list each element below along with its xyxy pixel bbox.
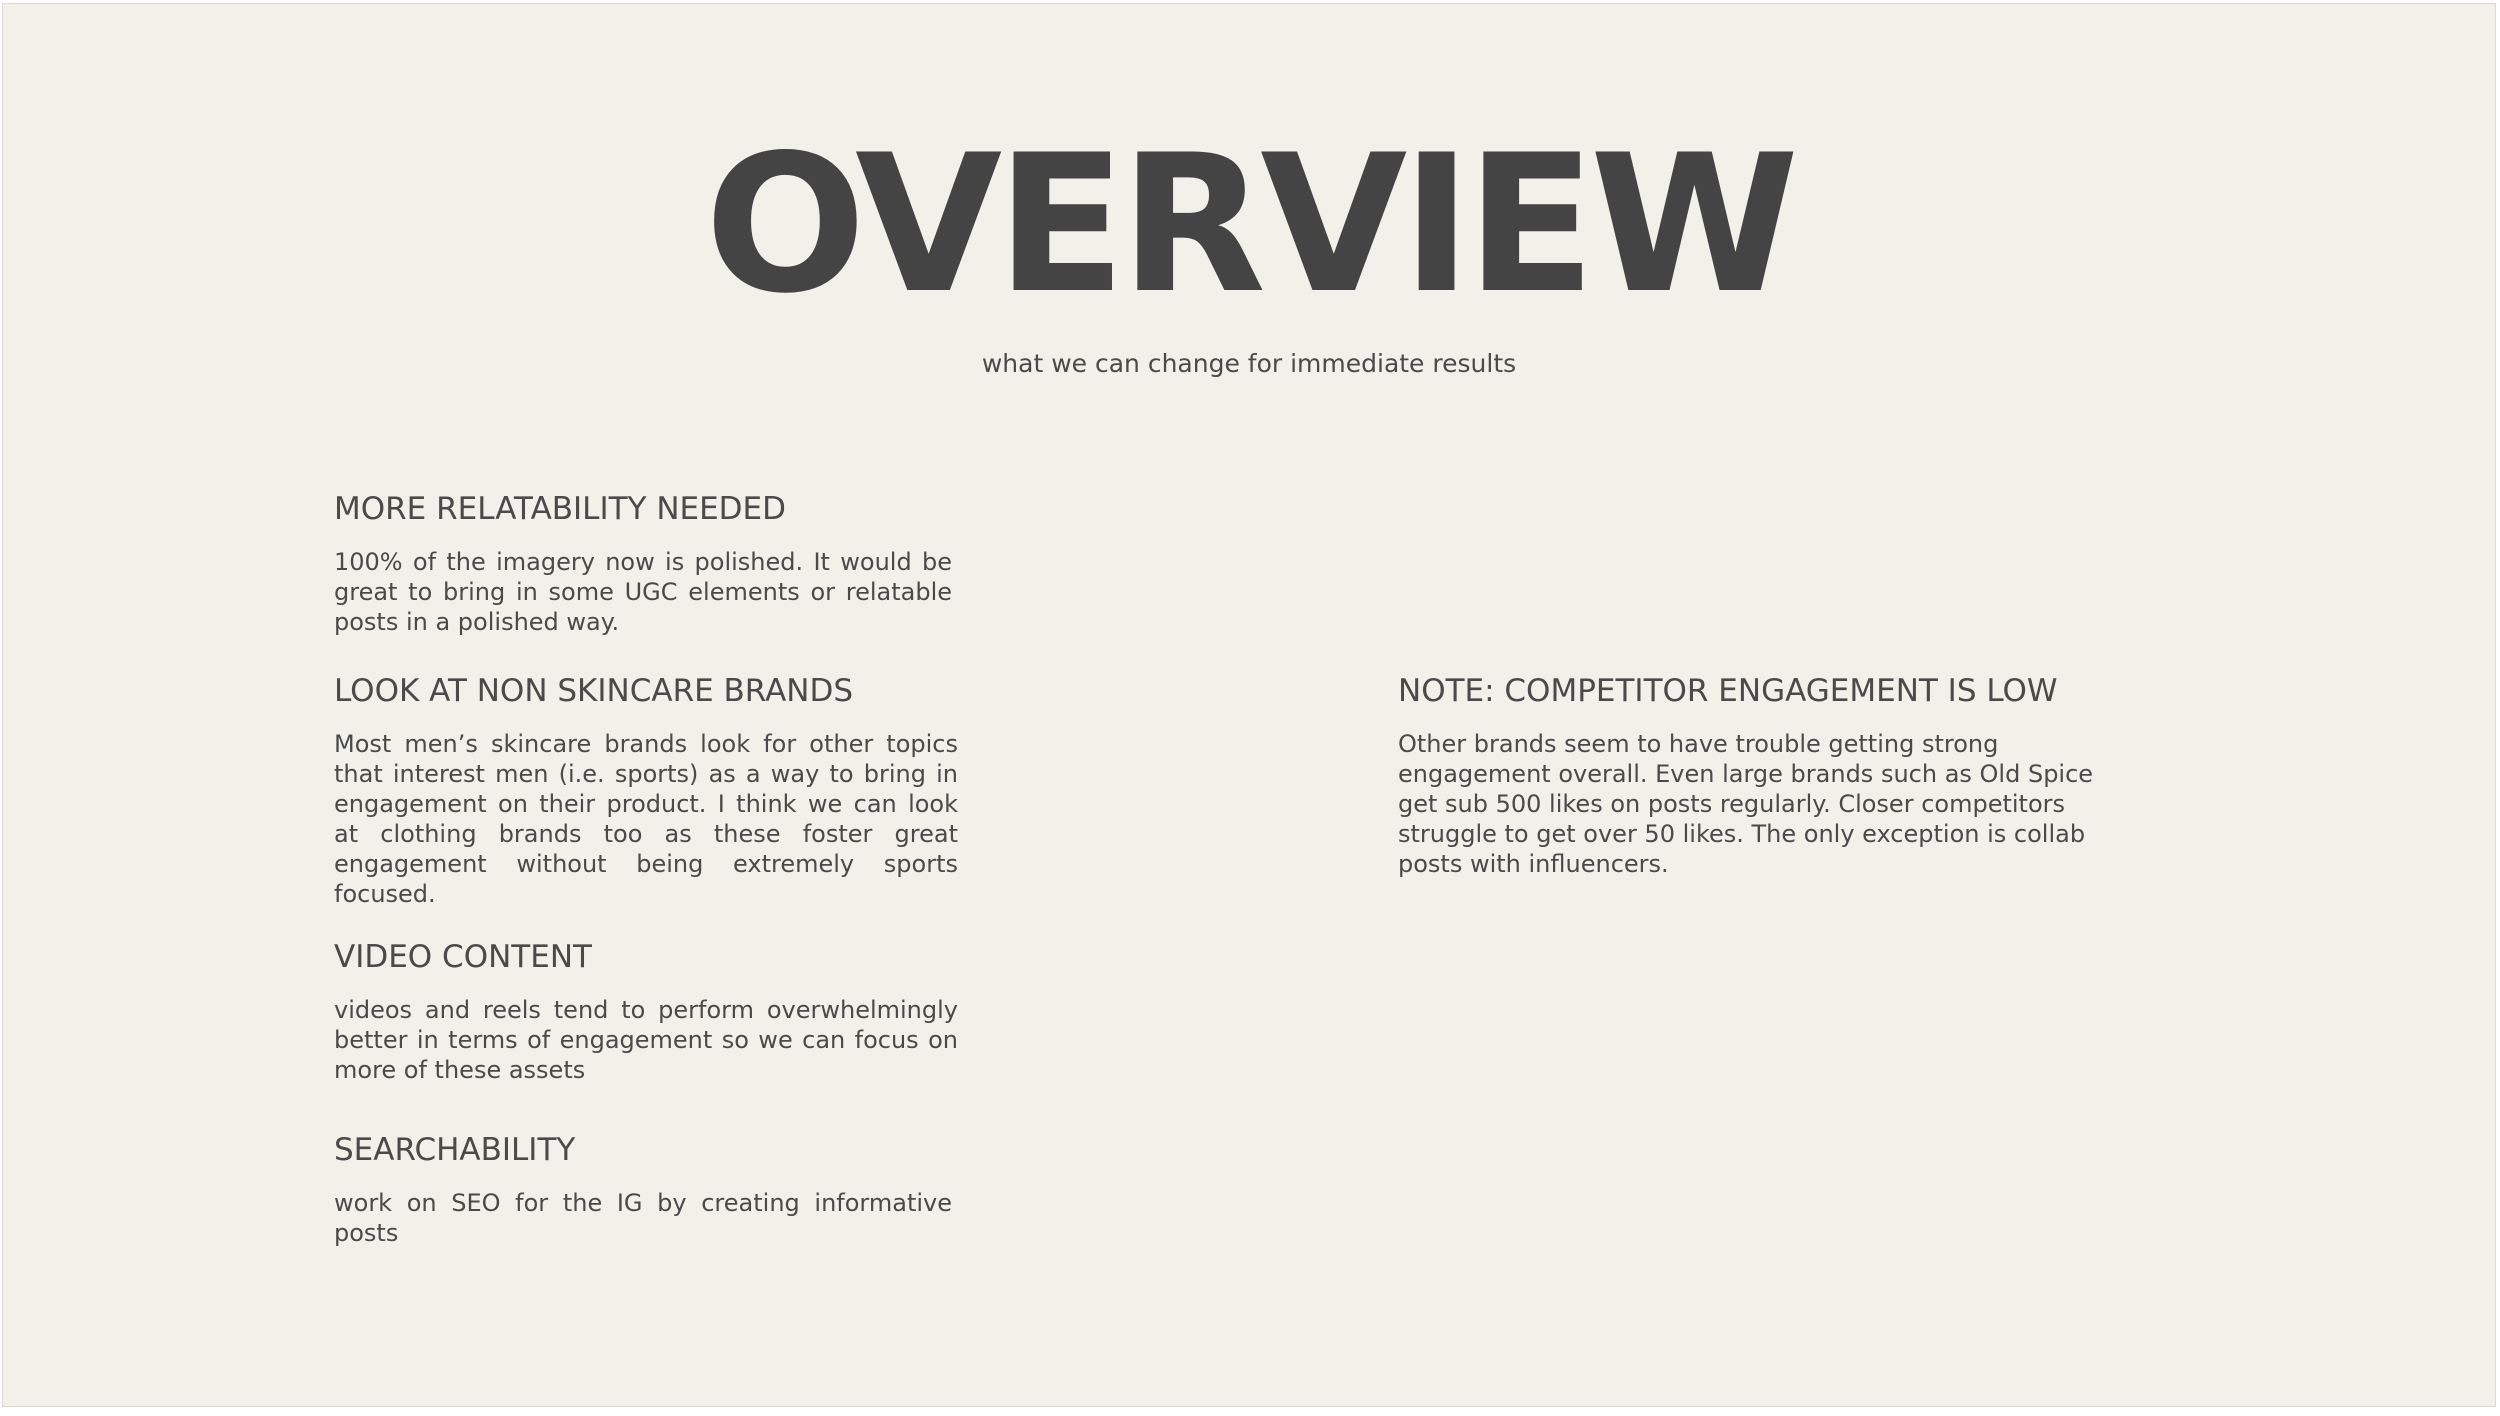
section-body: work on SEO for the IG by creating informative posts <box>334 1189 952 1247</box>
page-title: OVERVIEW <box>704 114 1794 335</box>
page-subtitle: what we can change for immediate results <box>981 349 1517 378</box>
section-heading: SEARCHABILITY <box>334 1132 576 1168</box>
section-body: Most men’s skincare brands look for other topics that interest men (i.e. sports) as a way to bring in engagement on their product. I think we can look at clothing brands too as these foster great engagement without being extremely sports focused. <box>334 730 958 908</box>
section-body: videos and reels tend to perform overwhelmingly better in terms of engagement so we can focus on more of these assets <box>334 996 958 1084</box>
section-video-content <box>334 939 958 1085</box>
note-body: Other brands seem to have trouble getting strong engagement overall. Even large brands such as Old Spice get sub 500 likes on posts regularly. Closer competitors struggle to get over 50 likes. The only exception is collab posts with influencers. <box>1398 730 2094 878</box>
section-body: 100% of the imagery now is polished. It would be great to bring in some UGC elements or relatable posts in a polished way. <box>334 548 952 636</box>
section-heading: MORE RELATABILITY NEEDED <box>334 491 787 527</box>
section-relatability <box>334 491 952 637</box>
section-non-skincare-brands <box>334 673 958 909</box>
slide <box>2 3 2496 1407</box>
section-searchability <box>334 1132 952 1248</box>
section-heading: LOOK AT NON SKINCARE BRANDS <box>334 673 854 709</box>
note-heading: NOTE: COMPETITOR ENGAGEMENT IS LOW <box>1398 673 2058 709</box>
section-heading: VIDEO CONTENT <box>334 939 592 975</box>
note-competitor-engagement <box>1398 673 2098 879</box>
